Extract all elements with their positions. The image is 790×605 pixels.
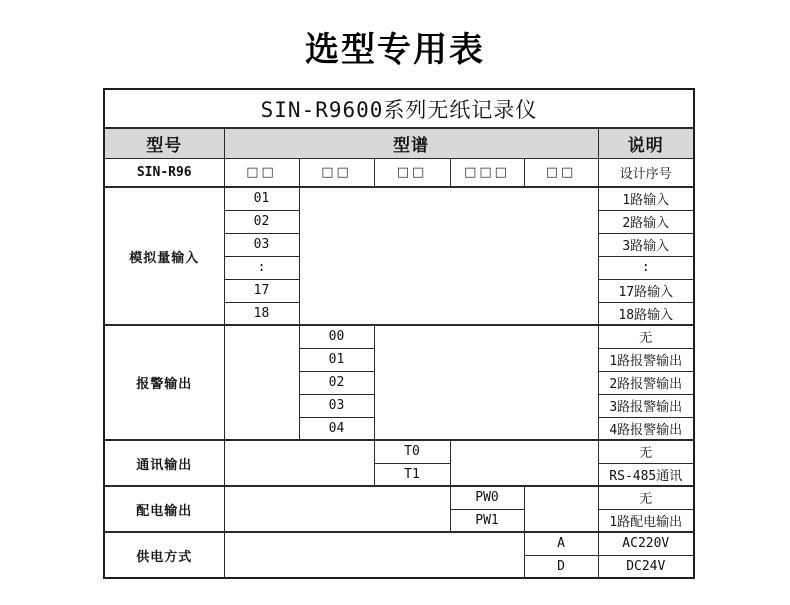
- desc-cell: 1路输入: [598, 187, 694, 210]
- table-header-row: [104, 128, 694, 158]
- page-title: 选型专用表: [305, 31, 485, 69]
- table-row: [104, 325, 694, 348]
- code-cell: T0: [374, 440, 450, 463]
- code-cell: T1: [374, 463, 450, 486]
- col-header-description: 说明: [598, 128, 694, 158]
- model-name-cell: SIN-R96: [104, 158, 224, 187]
- desc-cell: 1路报警输出: [598, 348, 694, 371]
- desc-cell: 3路输入: [598, 233, 694, 256]
- empty-cell: [224, 532, 524, 578]
- empty-cell: [224, 486, 450, 532]
- empty-cell: [450, 440, 598, 486]
- code-cell: A: [524, 532, 598, 555]
- desc-cell: 无: [598, 440, 694, 463]
- table-row: [104, 187, 694, 210]
- code-cell: 00: [299, 325, 374, 348]
- desc-cell: 无: [598, 325, 694, 348]
- code-cell: :: [224, 256, 299, 279]
- design-serial-cell: 设计序号: [598, 158, 694, 187]
- code-cell: 04: [299, 417, 374, 440]
- empty-cell: [299, 187, 598, 325]
- col-header-model: 型号: [104, 128, 224, 158]
- code-cell: 18: [224, 302, 299, 325]
- code-cell: PW1: [450, 509, 524, 532]
- empty-cell: [224, 440, 374, 486]
- code-cell: 01: [224, 187, 299, 210]
- table-row: [104, 532, 694, 555]
- code-cell: 03: [224, 233, 299, 256]
- desc-cell: 无: [598, 486, 694, 509]
- code-cell: D: [524, 555, 598, 578]
- spectrum-placeholder-cell: □□: [224, 158, 299, 187]
- table-row: [104, 486, 694, 509]
- table-row: [104, 440, 694, 463]
- empty-cell: [374, 325, 598, 440]
- model-row: [104, 158, 694, 187]
- col-header-spectrum: 型谱: [224, 128, 598, 158]
- spectrum-placeholder-cell: □□: [299, 158, 374, 187]
- empty-cell: [224, 325, 299, 440]
- code-cell: 02: [299, 371, 374, 394]
- code-cell: 17: [224, 279, 299, 302]
- desc-cell: 3路报警输出: [598, 394, 694, 417]
- desc-cell: 2路输入: [598, 210, 694, 233]
- spectrum-placeholder-cell: □□: [374, 158, 450, 187]
- empty-cell: [524, 486, 598, 532]
- desc-cell: :: [598, 256, 694, 279]
- table-title: SIN-R9600系列无纸记录仪: [104, 89, 694, 128]
- desc-cell: 17路输入: [598, 279, 694, 302]
- code-cell: PW0: [450, 486, 524, 509]
- spectrum-placeholder-cell: □□□: [450, 158, 524, 187]
- desc-cell: 2路报警输出: [598, 371, 694, 394]
- desc-cell: RS-485通讯: [598, 463, 694, 486]
- spectrum-placeholder-cell: □□: [524, 158, 598, 187]
- desc-cell: AC220V: [598, 532, 694, 555]
- section-label-power-supply: 供电方式: [104, 532, 224, 578]
- code-cell: 01: [299, 348, 374, 371]
- desc-cell: 1路配电输出: [598, 509, 694, 532]
- section-label-comm-output: 通讯输出: [104, 440, 224, 486]
- code-cell: 02: [224, 210, 299, 233]
- code-cell: 03: [299, 394, 374, 417]
- section-label-alarm-output: 报警输出: [104, 325, 224, 440]
- model-selection-table: [103, 88, 695, 579]
- table-title-row: [104, 89, 694, 128]
- desc-cell: DC24V: [598, 555, 694, 578]
- desc-cell: 4路报警输出: [598, 417, 694, 440]
- desc-cell: 18路输入: [598, 302, 694, 325]
- section-label-analog-input: 模拟量输入: [104, 187, 224, 325]
- section-label-powerdist-output: 配电输出: [104, 486, 224, 532]
